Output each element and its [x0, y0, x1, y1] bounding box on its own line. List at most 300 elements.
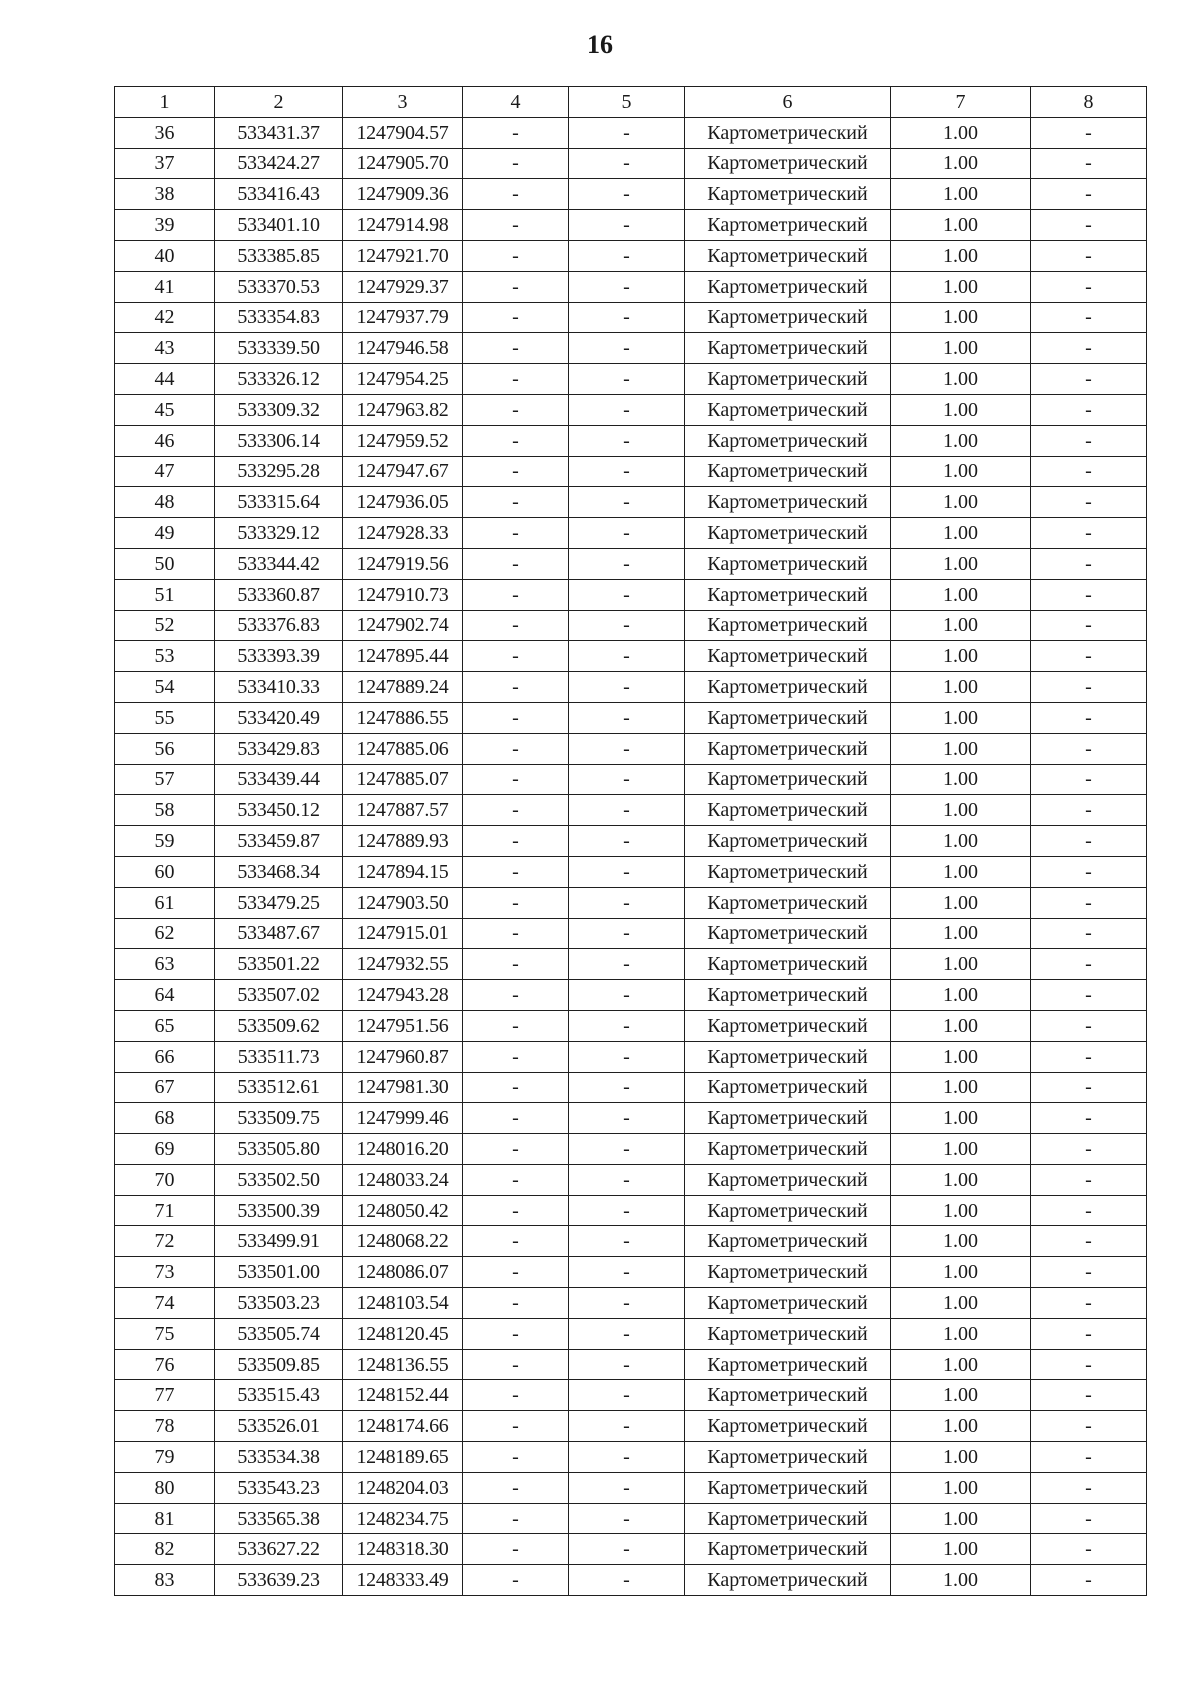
accuracy-cell: 1.00: [891, 980, 1031, 1011]
point-number-cell: 65: [115, 1010, 215, 1041]
x-coordinate-cell: 533512.61: [215, 1072, 343, 1103]
point-number-cell: 64: [115, 980, 215, 1011]
point-number-cell: 73: [115, 1257, 215, 1288]
col5-cell: -: [569, 1195, 685, 1226]
col4-cell: -: [463, 456, 569, 487]
x-coordinate-cell: 533420.49: [215, 702, 343, 733]
col4-cell: -: [463, 148, 569, 179]
point-number-cell: 44: [115, 364, 215, 395]
accuracy-cell: 1.00: [891, 1411, 1031, 1442]
point-number-cell: 79: [115, 1442, 215, 1473]
x-coordinate-cell: 533501.00: [215, 1257, 343, 1288]
y-coordinate-cell: 1247960.87: [343, 1041, 463, 1072]
point-number-cell: 80: [115, 1472, 215, 1503]
col4-cell: -: [463, 1226, 569, 1257]
table-row: [115, 240, 1147, 271]
point-number-cell: 50: [115, 548, 215, 579]
col4-cell: -: [463, 333, 569, 364]
point-number-cell: 67: [115, 1072, 215, 1103]
col5-cell: -: [569, 856, 685, 887]
y-coordinate-cell: 1247886.55: [343, 702, 463, 733]
col4-cell: -: [463, 1318, 569, 1349]
x-coordinate-cell: 533565.38: [215, 1503, 343, 1534]
method-cell: Картометрический: [685, 1134, 891, 1165]
col4-cell: -: [463, 856, 569, 887]
point-number-cell: 37: [115, 148, 215, 179]
col5-cell: -: [569, 1534, 685, 1565]
col4-cell: -: [463, 487, 569, 518]
x-coordinate-cell: 533344.42: [215, 548, 343, 579]
y-coordinate-cell: 1247999.46: [343, 1103, 463, 1134]
point-number-cell: 54: [115, 672, 215, 703]
accuracy-cell: 1.00: [891, 826, 1031, 857]
table-row: [115, 1257, 1147, 1288]
col8-cell: -: [1031, 1503, 1147, 1534]
accuracy-cell: 1.00: [891, 579, 1031, 610]
point-number-cell: 72: [115, 1226, 215, 1257]
col5-cell: -: [569, 949, 685, 980]
x-coordinate-cell: 533329.12: [215, 518, 343, 549]
accuracy-cell: 1.00: [891, 856, 1031, 887]
x-coordinate-cell: 533543.23: [215, 1472, 343, 1503]
y-coordinate-cell: 1247903.50: [343, 887, 463, 918]
col4-cell: -: [463, 764, 569, 795]
col5-cell: -: [569, 641, 685, 672]
x-coordinate-cell: 533507.02: [215, 980, 343, 1011]
col4-cell: -: [463, 1503, 569, 1534]
method-cell: Картометрический: [685, 487, 891, 518]
point-number-cell: 78: [115, 1411, 215, 1442]
table-row: [115, 1103, 1147, 1134]
point-number-cell: 74: [115, 1288, 215, 1319]
table-row: [115, 1442, 1147, 1473]
x-coordinate-cell: 533509.85: [215, 1349, 343, 1380]
col5-cell: -: [569, 1226, 685, 1257]
col4-cell: -: [463, 795, 569, 826]
table-row: [115, 1288, 1147, 1319]
col8-cell: -: [1031, 980, 1147, 1011]
y-coordinate-cell: 1248068.22: [343, 1226, 463, 1257]
point-number-cell: 38: [115, 179, 215, 210]
x-coordinate-cell: 533487.67: [215, 918, 343, 949]
point-number-cell: 70: [115, 1164, 215, 1195]
col5-cell: -: [569, 240, 685, 271]
col5-cell: -: [569, 610, 685, 641]
method-cell: Картометрический: [685, 240, 891, 271]
col5-cell: -: [569, 1318, 685, 1349]
method-cell: Картометрический: [685, 887, 891, 918]
accuracy-cell: 1.00: [891, 1134, 1031, 1165]
col8-cell: -: [1031, 918, 1147, 949]
col8-cell: -: [1031, 148, 1147, 179]
col5-cell: -: [569, 148, 685, 179]
y-coordinate-cell: 1247914.98: [343, 210, 463, 241]
col4-cell: -: [463, 518, 569, 549]
accuracy-cell: 1.00: [891, 1072, 1031, 1103]
x-coordinate-cell: 533393.39: [215, 641, 343, 672]
method-cell: Картометрический: [685, 641, 891, 672]
table-row: [115, 672, 1147, 703]
y-coordinate-cell: 1247885.07: [343, 764, 463, 795]
method-cell: Картометрический: [685, 579, 891, 610]
x-coordinate-cell: 533499.91: [215, 1226, 343, 1257]
table-row: [115, 148, 1147, 179]
y-coordinate-cell: 1247902.74: [343, 610, 463, 641]
method-cell: Картометрический: [685, 702, 891, 733]
table-row: [115, 1134, 1147, 1165]
accuracy-cell: 1.00: [891, 1257, 1031, 1288]
col8-cell: -: [1031, 1288, 1147, 1319]
col4-cell: -: [463, 702, 569, 733]
col8-cell: -: [1031, 425, 1147, 456]
col8-cell: -: [1031, 610, 1147, 641]
table-row: [115, 394, 1147, 425]
point-number-cell: 39: [115, 210, 215, 241]
point-number-cell: 45: [115, 394, 215, 425]
x-coordinate-cell: 533370.53: [215, 271, 343, 302]
x-coordinate-cell: 533360.87: [215, 579, 343, 610]
col5-cell: -: [569, 518, 685, 549]
point-number-cell: 59: [115, 826, 215, 857]
method-cell: Картометрический: [685, 1565, 891, 1596]
coordinates-table: [114, 86, 1147, 1596]
col8-cell: -: [1031, 210, 1147, 241]
col4-cell: -: [463, 1565, 569, 1596]
method-cell: Картометрический: [685, 1164, 891, 1195]
col4-cell: -: [463, 425, 569, 456]
point-number-cell: 46: [115, 425, 215, 456]
accuracy-cell: 1.00: [891, 210, 1031, 241]
y-coordinate-cell: 1247932.55: [343, 949, 463, 980]
method-cell: Картометрический: [685, 1472, 891, 1503]
x-coordinate-cell: 533401.10: [215, 210, 343, 241]
accuracy-cell: 1.00: [891, 764, 1031, 795]
x-coordinate-cell: 533295.28: [215, 456, 343, 487]
table-row: [115, 795, 1147, 826]
y-coordinate-cell: 1248174.66: [343, 1411, 463, 1442]
accuracy-cell: 1.00: [891, 795, 1031, 826]
y-coordinate-cell: 1247928.33: [343, 518, 463, 549]
method-cell: Картометрический: [685, 302, 891, 333]
accuracy-cell: 1.00: [891, 733, 1031, 764]
method-cell: Картометрический: [685, 1318, 891, 1349]
y-coordinate-cell: 1247981.30: [343, 1072, 463, 1103]
method-cell: Картометрический: [685, 980, 891, 1011]
point-number-cell: 76: [115, 1349, 215, 1380]
accuracy-cell: 1.00: [891, 1442, 1031, 1473]
y-coordinate-cell: 1248050.42: [343, 1195, 463, 1226]
col8-cell: -: [1031, 1411, 1147, 1442]
x-coordinate-cell: 533515.43: [215, 1380, 343, 1411]
col5-cell: -: [569, 1442, 685, 1473]
accuracy-cell: 1.00: [891, 117, 1031, 148]
x-coordinate-cell: 533501.22: [215, 949, 343, 980]
point-number-cell: 53: [115, 641, 215, 672]
col5-cell: -: [569, 394, 685, 425]
table-row: [115, 271, 1147, 302]
col4-cell: -: [463, 302, 569, 333]
method-cell: Картометрический: [685, 1349, 891, 1380]
col5-cell: -: [569, 1010, 685, 1041]
col5-cell: -: [569, 795, 685, 826]
col4-cell: -: [463, 548, 569, 579]
method-cell: Картометрический: [685, 1257, 891, 1288]
y-coordinate-cell: 1247915.01: [343, 918, 463, 949]
method-cell: Картометрический: [685, 733, 891, 764]
col8-cell: -: [1031, 1565, 1147, 1596]
col8-cell: -: [1031, 1103, 1147, 1134]
table-row: [115, 1164, 1147, 1195]
col5-cell: -: [569, 826, 685, 857]
table-row: [115, 1349, 1147, 1380]
method-cell: Картометрический: [685, 1010, 891, 1041]
col4-cell: -: [463, 394, 569, 425]
x-coordinate-cell: 533385.85: [215, 240, 343, 271]
table-row: [115, 1565, 1147, 1596]
col8-cell: -: [1031, 949, 1147, 980]
method-cell: Картометрический: [685, 394, 891, 425]
col4-cell: -: [463, 1072, 569, 1103]
col8-cell: -: [1031, 487, 1147, 518]
col8-cell: -: [1031, 672, 1147, 703]
method-cell: Картометрический: [685, 1103, 891, 1134]
point-number-cell: 63: [115, 949, 215, 980]
col4-cell: -: [463, 980, 569, 1011]
accuracy-cell: 1.00: [891, 1288, 1031, 1319]
table-row: [115, 1472, 1147, 1503]
col8-cell: -: [1031, 856, 1147, 887]
y-coordinate-cell: 1248033.24: [343, 1164, 463, 1195]
point-number-cell: 61: [115, 887, 215, 918]
col5-cell: -: [569, 1472, 685, 1503]
col4-cell: -: [463, 1195, 569, 1226]
x-coordinate-cell: 533511.73: [215, 1041, 343, 1072]
col8-cell: -: [1031, 333, 1147, 364]
col8-cell: -: [1031, 1380, 1147, 1411]
method-cell: Картометрический: [685, 1072, 891, 1103]
x-coordinate-cell: 533639.23: [215, 1565, 343, 1596]
method-cell: Картометрический: [685, 1195, 891, 1226]
accuracy-cell: 1.00: [891, 1195, 1031, 1226]
col4-cell: -: [463, 918, 569, 949]
method-cell: Картометрический: [685, 856, 891, 887]
point-number-cell: 48: [115, 487, 215, 518]
table-row: [115, 702, 1147, 733]
y-coordinate-cell: 1247910.73: [343, 579, 463, 610]
col5-cell: -: [569, 702, 685, 733]
col8-cell: -: [1031, 764, 1147, 795]
accuracy-cell: 1.00: [891, 333, 1031, 364]
accuracy-cell: 1.00: [891, 548, 1031, 579]
column-header: 6: [685, 87, 891, 118]
point-number-cell: 83: [115, 1565, 215, 1596]
col8-cell: -: [1031, 302, 1147, 333]
method-cell: Картометрический: [685, 826, 891, 857]
accuracy-cell: 1.00: [891, 1103, 1031, 1134]
col8-cell: -: [1031, 1442, 1147, 1473]
x-coordinate-cell: 533416.43: [215, 179, 343, 210]
col5-cell: -: [569, 456, 685, 487]
y-coordinate-cell: 1248103.54: [343, 1288, 463, 1319]
method-cell: Картометрический: [685, 518, 891, 549]
col8-cell: -: [1031, 641, 1147, 672]
x-coordinate-cell: 533526.01: [215, 1411, 343, 1442]
point-number-cell: 56: [115, 733, 215, 764]
col4-cell: -: [463, 1380, 569, 1411]
y-coordinate-cell: 1247943.28: [343, 980, 463, 1011]
accuracy-cell: 1.00: [891, 1041, 1031, 1072]
method-cell: Картометрический: [685, 764, 891, 795]
accuracy-cell: 1.00: [891, 240, 1031, 271]
y-coordinate-cell: 1247889.93: [343, 826, 463, 857]
table-row: [115, 333, 1147, 364]
x-coordinate-cell: 533315.64: [215, 487, 343, 518]
col4-cell: -: [463, 949, 569, 980]
table-row: [115, 733, 1147, 764]
col5-cell: -: [569, 179, 685, 210]
col5-cell: -: [569, 733, 685, 764]
table-row: [115, 210, 1147, 241]
col8-cell: -: [1031, 1164, 1147, 1195]
y-coordinate-cell: 1247946.58: [343, 333, 463, 364]
col8-cell: -: [1031, 271, 1147, 302]
col5-cell: -: [569, 1503, 685, 1534]
y-coordinate-cell: 1247921.70: [343, 240, 463, 271]
point-number-cell: 81: [115, 1503, 215, 1534]
table-row: [115, 302, 1147, 333]
point-number-cell: 49: [115, 518, 215, 549]
table-row: [115, 579, 1147, 610]
table-row: [115, 764, 1147, 795]
x-coordinate-cell: 533439.44: [215, 764, 343, 795]
y-coordinate-cell: 1247959.52: [343, 425, 463, 456]
y-coordinate-cell: 1248234.75: [343, 1503, 463, 1534]
accuracy-cell: 1.00: [891, 1472, 1031, 1503]
x-coordinate-cell: 533309.32: [215, 394, 343, 425]
y-coordinate-cell: 1248152.44: [343, 1380, 463, 1411]
method-cell: Картометрический: [685, 610, 891, 641]
table-row: [115, 641, 1147, 672]
x-coordinate-cell: 533326.12: [215, 364, 343, 395]
col8-cell: -: [1031, 1534, 1147, 1565]
point-number-cell: 82: [115, 1534, 215, 1565]
y-coordinate-cell: 1247905.70: [343, 148, 463, 179]
accuracy-cell: 1.00: [891, 1503, 1031, 1534]
accuracy-cell: 1.00: [891, 148, 1031, 179]
col4-cell: -: [463, 1164, 569, 1195]
y-coordinate-cell: 1248086.07: [343, 1257, 463, 1288]
table-row: [115, 1072, 1147, 1103]
x-coordinate-cell: 533339.50: [215, 333, 343, 364]
x-coordinate-cell: 533468.34: [215, 856, 343, 887]
x-coordinate-cell: 533509.75: [215, 1103, 343, 1134]
accuracy-cell: 1.00: [891, 610, 1031, 641]
point-number-cell: 60: [115, 856, 215, 887]
col8-cell: -: [1031, 1041, 1147, 1072]
col4-cell: -: [463, 1472, 569, 1503]
table-row: [115, 1534, 1147, 1565]
col4-cell: -: [463, 733, 569, 764]
col5-cell: -: [569, 1349, 685, 1380]
col5-cell: -: [569, 1134, 685, 1165]
method-cell: Картометрический: [685, 210, 891, 241]
accuracy-cell: 1.00: [891, 949, 1031, 980]
col5-cell: -: [569, 1565, 685, 1596]
table-row: [115, 117, 1147, 148]
col4-cell: -: [463, 1534, 569, 1565]
method-cell: Картометрический: [685, 1534, 891, 1565]
method-cell: Картометрический: [685, 456, 891, 487]
y-coordinate-cell: 1248333.49: [343, 1565, 463, 1596]
y-coordinate-cell: 1247885.06: [343, 733, 463, 764]
col4-cell: -: [463, 1257, 569, 1288]
col8-cell: -: [1031, 579, 1147, 610]
point-number-cell: 58: [115, 795, 215, 826]
y-coordinate-cell: 1248016.20: [343, 1134, 463, 1165]
y-coordinate-cell: 1248189.65: [343, 1442, 463, 1473]
col8-cell: -: [1031, 364, 1147, 395]
method-cell: Картометрический: [685, 1442, 891, 1473]
accuracy-cell: 1.00: [891, 302, 1031, 333]
col8-cell: -: [1031, 887, 1147, 918]
col4-cell: -: [463, 1411, 569, 1442]
col5-cell: -: [569, 364, 685, 395]
method-cell: Картометрический: [685, 949, 891, 980]
col4-cell: -: [463, 364, 569, 395]
col4-cell: -: [463, 826, 569, 857]
x-coordinate-cell: 533627.22: [215, 1534, 343, 1565]
table-body: [115, 117, 1147, 1595]
column-header: 2: [215, 87, 343, 118]
point-number-cell: 40: [115, 240, 215, 271]
col4-cell: -: [463, 1010, 569, 1041]
accuracy-cell: 1.00: [891, 394, 1031, 425]
col4-cell: -: [463, 1442, 569, 1473]
col5-cell: -: [569, 1288, 685, 1319]
col8-cell: -: [1031, 733, 1147, 764]
method-cell: Картометрический: [685, 364, 891, 395]
table-row: [115, 1041, 1147, 1072]
col5-cell: -: [569, 579, 685, 610]
x-coordinate-cell: 533505.74: [215, 1318, 343, 1349]
method-cell: Картометрический: [685, 795, 891, 826]
point-number-cell: 36: [115, 117, 215, 148]
table-row: [115, 518, 1147, 549]
table-header-row: [115, 87, 1147, 118]
col8-cell: -: [1031, 1472, 1147, 1503]
col4-cell: -: [463, 117, 569, 148]
column-header: 8: [1031, 87, 1147, 118]
col5-cell: -: [569, 1041, 685, 1072]
x-coordinate-cell: 533429.83: [215, 733, 343, 764]
y-coordinate-cell: 1247887.57: [343, 795, 463, 826]
column-header: 4: [463, 87, 569, 118]
y-coordinate-cell: 1248204.03: [343, 1472, 463, 1503]
point-number-cell: 42: [115, 302, 215, 333]
accuracy-cell: 1.00: [891, 918, 1031, 949]
col5-cell: -: [569, 210, 685, 241]
col8-cell: -: [1031, 548, 1147, 579]
accuracy-cell: 1.00: [891, 1380, 1031, 1411]
table-row: [115, 1195, 1147, 1226]
col4-cell: -: [463, 210, 569, 241]
point-number-cell: 77: [115, 1380, 215, 1411]
col8-cell: -: [1031, 1226, 1147, 1257]
x-coordinate-cell: 533502.50: [215, 1164, 343, 1195]
col5-cell: -: [569, 425, 685, 456]
col8-cell: -: [1031, 1072, 1147, 1103]
point-number-cell: 47: [115, 456, 215, 487]
